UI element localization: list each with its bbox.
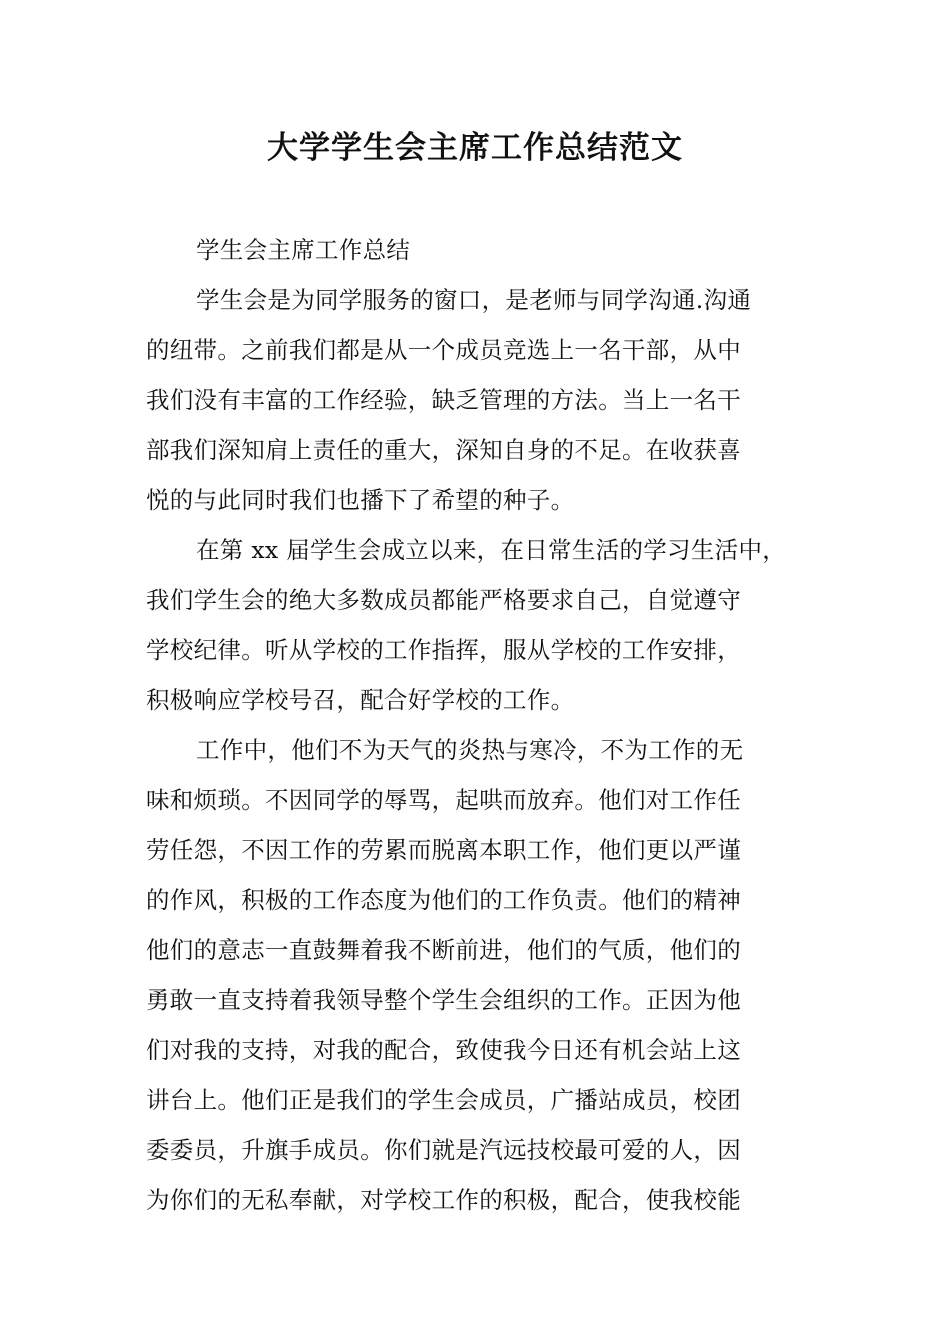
body-line: 学生会是为同学服务的窗口，是老师与同学沟通.沟通 <box>196 286 752 314</box>
body-line: 们对我的支持，对我的配合，致使我今日还有机会站上这 <box>146 1036 741 1064</box>
body-line: 勇敢一直支持着我领导整个学生会组织的工作。正因为他 <box>146 986 741 1014</box>
body-line: 在第 xx 届学生会成立以来，在日常生活的学习生活中， <box>196 536 787 564</box>
body-line: 的作风，积极的工作态度为他们的工作负责。他们的精神 <box>146 886 741 914</box>
body-line: 部我们深知肩上责任的重大，深知自身的不足。在收获喜 <box>146 436 741 464</box>
body-line: 的纽带。之前我们都是从一个成员竞选上一名干部，从中 <box>146 336 741 364</box>
document-body <box>146 230 806 1230</box>
body-line: 工作中，他们不为天气的炎热与寒冷，不为工作的无 <box>196 736 744 764</box>
body-line: 积极响应学校号召，配合好学校的工作。 <box>146 686 575 714</box>
body-line: 味和烦琐。不因同学的辱骂，起哄而放弃。他们对工作任 <box>146 786 741 814</box>
body-line: 他们的意志一直鼓舞着我不断前进，他们的气质，他们的 <box>146 936 741 964</box>
body-line: 为你们的无私奉献，对学校工作的积极，配合，使我校能 <box>146 1186 741 1214</box>
body-line: 劳任怨，不因工作的劳累而脱离本职工作，他们更以严谨 <box>146 836 741 864</box>
body-line: 学校纪律。听从学校的工作指挥，服从学校的工作安排， <box>146 636 741 664</box>
body-line: 委委员，升旗手成员。你们就是汽远技校最可爱的人，因 <box>146 1136 741 1164</box>
body-line: 讲台上。他们正是我们的学生会成员，广播站成员，校团 <box>146 1086 741 1114</box>
body-line: 学生会主席工作总结 <box>196 236 411 264</box>
body-line: 我们没有丰富的工作经验，缺乏管理的方法。当上一名干 <box>146 386 741 414</box>
document-title: 大学学生会主席工作总结范文 <box>267 130 683 166</box>
body-line: 我们学生会的绝大多数成员都能严格要求自己，自觉遵守 <box>146 586 741 614</box>
body-line: 悦的与此同时我们也播下了希望的种子。 <box>146 486 575 514</box>
